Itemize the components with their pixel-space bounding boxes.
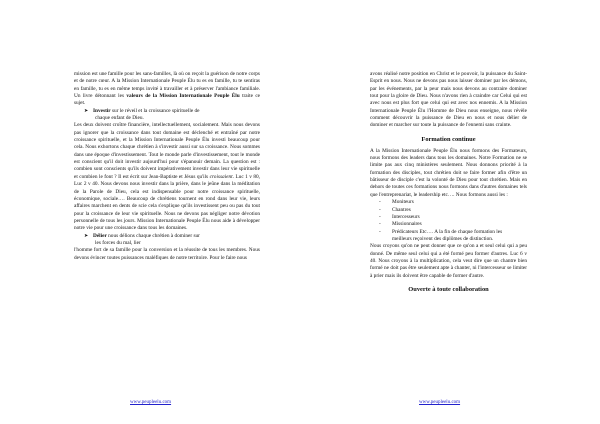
section-heading: Formation continue	[421, 135, 476, 143]
section-heading: Ouverte à toute collaboration	[408, 285, 489, 293]
footer-link-right[interactable]: www.peupleelu.com	[419, 400, 461, 405]
list-continuation: meilleurs reçoivent des diplômes de distinction.	[392, 235, 494, 242]
training-list	[370, 199, 527, 236]
list-item: - Prédicateurs Etc…. A la fin de chaque formation les	[379, 228, 503, 235]
arrow-bullet-icon: ➤	[84, 107, 89, 114]
paragraph: avons réalisé notre position en Christ et le pouvoir, la puissance du Saint-Esprit en nous. Nous ne devons pas nous laisser dominer par les démons, par les événements, par la peur mais nous devons au contraire dominer tout pour la gloire de Dieu. Nous n'avons rien à craindre car Celui qui est avec nous est plus fort que celui qui est avec nos ennemis. A la Mission Internationale Peuple Élu l'Homme de Dieu nous enseigne, nous révèle comment découvrir la puissance de Dieu en nous et nous délier de dominer et marcher sur toute la puissance de l'ennemi sans crainte.	[370, 71, 527, 129]
arrow-bullet-icon: ➤	[84, 232, 89, 239]
bullet-continuation: chaque enfant de Dieu.	[95, 115, 144, 122]
paragraph: mission est une famille pour les sans-familles, là où on reçoit la guérison de notre corps et de notre cœur. A la Mission Internationale Peuple Élu tu es en famille, tu te sentiras en famille, tu es en même temps invité à travailler et à préserver l'ambiance familiale. Un livre détonnant les valeurs de la Mission Internationale Peuple Élu traite ce sujet.	[74, 71, 261, 107]
paragraph: Nous croyons qu'on ne peut donner que ce qu'on a et seul celui qui a peu donné. De même seul celui qui a été formé peu former d'autres. Luc 6 v 40. Nous croyons à la multiplication, cela veut dire que un chantre bien formé ne doit pas être seulement apte à chanter, ni l'intercesseur se limiter à prier mais ils doivent être capable de former d'autre.	[370, 243, 527, 279]
bold-text: valeurs de la Mission Internationale Peuple Élu	[126, 93, 240, 100]
paragraph: l'homme fort de sa famille pour la conversion et la réussite de tous les membres. Nous devons évincer toutes puissances maléfiques de notre territoire. Pour le faire nous	[74, 247, 260, 261]
bullet-label: Investir	[93, 107, 111, 114]
list-item: - Intercesseurs	[379, 213, 420, 220]
paragraph: Les deux doivent croître financière, intellectuellement, socialement. Mais nous devons pas ignorer que la croissance dans tout domaine est déclenché et entraîné par notre croissance spirituelle, et la Mission Internationale Peuple Élu investi beaucoup pour cela. Nous exhortons chaque chrétien à s'investir aussi sur sa croissance. Nous sommes dans une époque d'investissement. Tout le monde parle d'investissement, tout le monde est conscient qu'il doit investir aujourd'hui pour s'épanouir demain. La question est : combien sont conscients qu'ils doivent impérativement investir dans leur vie spirituelle et combien le font ? Il est écrit sur Jean-Baptiste et Jésus qu'ils croissaient. Luc 1 v 80, Luc 2 v 40. Nous devons nous investir dans la prière, dans le jeûne dans la méditation de la Parole de Dieu, cela est indispensable pour notre croissance spirituelle, économique, sociale…. Beaucoup de chrétiens tournent en rond dans leur vie, leurs affaires marchent en dents de scie cela s'explique qu'ils investissent peu ou pas du tout pour la croissance de leur vie spirituelle. Nous ne devons pas négliger notre dévotion personnelle de tous les jours. Mission Internationale Peuple Élu nous aide à développer notre vie pour une croissance dans tous les domaines.	[74, 122, 260, 232]
list-item: - Chantres	[379, 206, 411, 213]
list-item: - Moniteurs	[379, 199, 414, 206]
paragraph: A la Mission Internationale Peuple Élu nous formons des Formateurs, nous formons des leaders dans tous les domaines. Notre Formation ne se limite pas aux cinq ministères seulement. Nous donnons priorité à la formation des disciples, tout chrétien doit se faire former afin d'être un bâtisseur de disciple c'est la volonté de Dieu pour tout chrétien. Mais en dehors de toutes ces formations nous formons dans d'autres domaines tels que l'entreprenariat, le leadership etc…. Nous formons aussi les :	[370, 147, 527, 198]
right-column	[370, 71, 527, 298]
bullet-item-delier: ➤ Délier nous délions chaque chrétien à dominer sur	[84, 232, 200, 239]
italic-text: croissaient	[209, 173, 233, 180]
bullet-item-investir: ➤ Investir sur le réveil et la croissance spirituelle de	[84, 107, 200, 114]
left-column	[74, 71, 260, 262]
list-item: - Missionnaires	[379, 221, 422, 228]
footer-link-left[interactable]: www.peupleelu.com	[130, 400, 172, 405]
bullet-continuation: les forces du mal, lier	[95, 239, 141, 246]
bullet-label: Délier	[93, 232, 107, 239]
